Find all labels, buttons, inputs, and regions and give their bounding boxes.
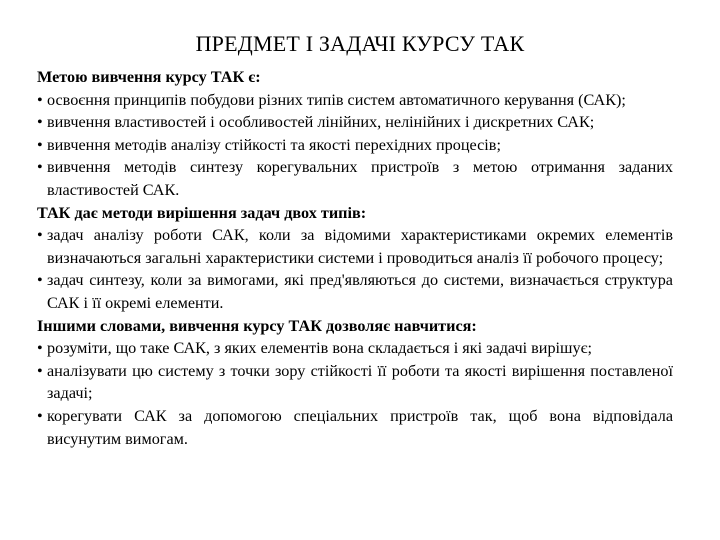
section-heading-outcomes: Іншими словами, вивчення курсу ТАК дозволяє навчитися: bbox=[37, 316, 477, 335]
bullet-text: задач синтезу, коли за вимогами, які пред'являються до системи, визначається структура САК і її окремі елементи. bbox=[47, 271, 673, 312]
section-heading-goals: Метою вивчення курсу ТАК є: bbox=[37, 68, 261, 86]
bullet-item bbox=[37, 337, 673, 360]
bullet-item bbox=[37, 156, 673, 201]
bullet-item bbox=[37, 89, 673, 112]
slide-content bbox=[37, 66, 673, 450]
bullet-item bbox=[37, 405, 673, 450]
bullet-marker: • bbox=[37, 406, 43, 425]
bullet-text: вивчення властивостей і особливостей лінійних, нелінійних і дискретних САК; bbox=[47, 113, 595, 132]
bullet-marker: • bbox=[37, 158, 43, 177]
bullet-text: аналізувати цю систему з точки зору стійкості її роботи та якості вирішення поставленої задачі; bbox=[47, 361, 673, 403]
bullet-item bbox=[37, 224, 673, 269]
bullet-marker: • bbox=[37, 135, 43, 154]
bullet-text: вивчення методів аналізу стійкості та якості перехідних процесів; bbox=[47, 135, 501, 154]
bullet-marker: • bbox=[37, 361, 43, 380]
bullet-marker: • bbox=[37, 226, 43, 245]
bullet-text: корегувати САК за допомогою спеціальних пристроїв так, щоб вона відповідала висунутим вимогам. bbox=[47, 406, 673, 448]
bullet-item bbox=[37, 111, 673, 134]
bullet-marker: • bbox=[37, 90, 43, 109]
bullet-item bbox=[37, 134, 673, 157]
bullet-item bbox=[37, 269, 673, 314]
bullet-marker: • bbox=[37, 271, 43, 290]
bullet-marker: • bbox=[37, 113, 43, 132]
bullet-item bbox=[37, 360, 673, 405]
bullet-text: задач аналізу роботи САК, коли за відомими характеристиками окремих елементів визначаються загальні характеристики системи і проводиться аналіз її робочого процесу; bbox=[47, 226, 673, 267]
bullet-marker: • bbox=[37, 339, 43, 358]
bullet-text: освоєння принципів побудови різних типів систем автоматичного керування (САК); bbox=[47, 90, 626, 109]
slide-title: ПРЕДМЕТ І ЗАДАЧІ КУРСУ ТАК bbox=[195, 31, 525, 56]
section-heading-task-types: ТАК дає методи вирішення задач двох типів: bbox=[37, 203, 367, 222]
bullet-text: розуміти, що таке САК, з яких елементів вона складається і які задачі вирішує; bbox=[47, 339, 593, 358]
bullet-text: вивчення методів синтезу корегувальних пристроїв з метою отримання заданих властивостей САК. bbox=[47, 158, 673, 199]
